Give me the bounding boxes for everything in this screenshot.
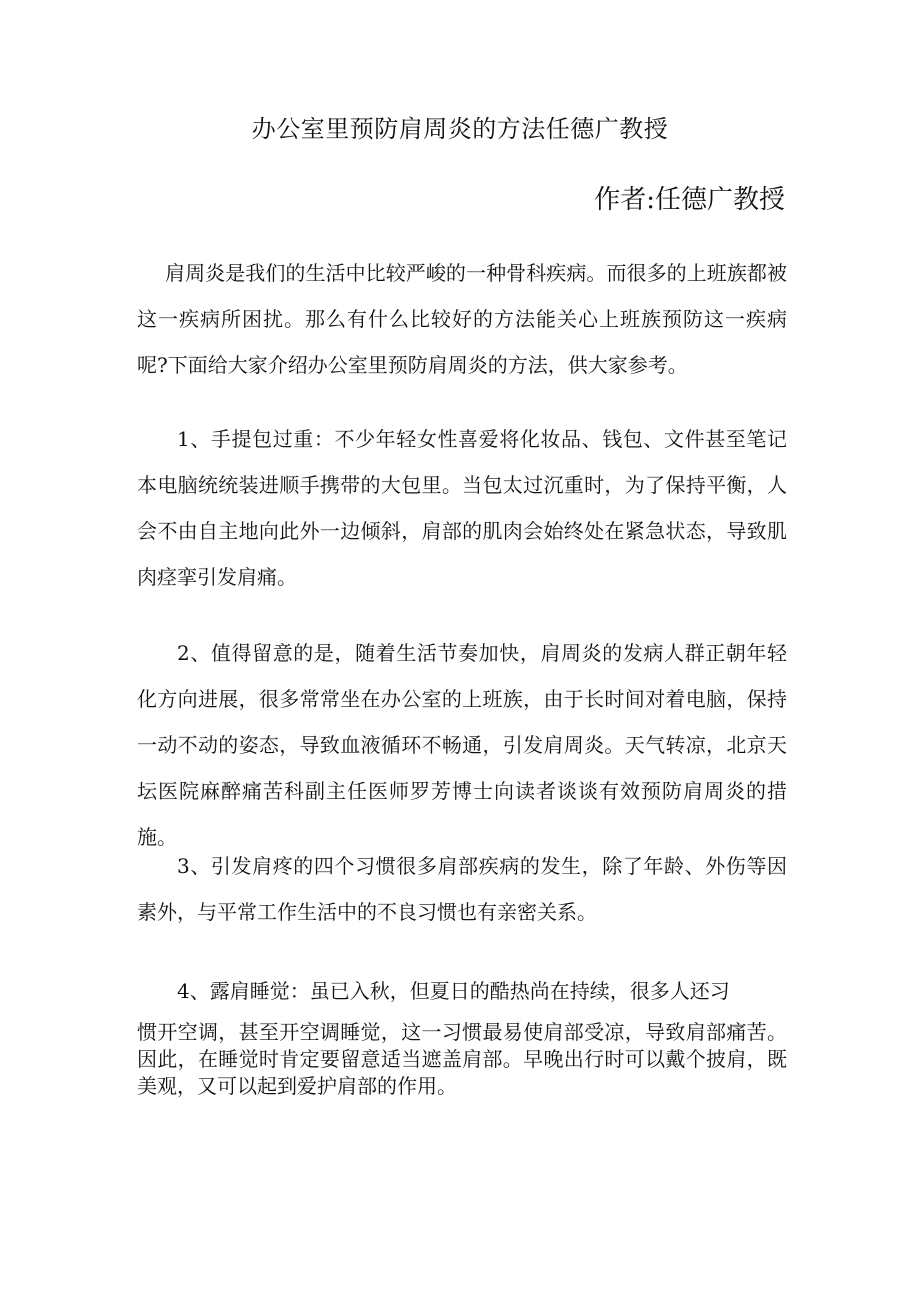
paragraph-item-4-lead: 4、露肩睡觉：虽已入秋，但夏日的酷热尚在持续，很多人还习: [177, 979, 730, 1003]
paragraph-item-1: 1、手提包过重：不少年轻女性喜爱将化妆品、钱包、文件甚至笔记本电脑统统装进顺手携带的大包里。当包太过沉重时，为了保持平衡，人会不由自主地向此外一边倾斜，肩部的肌肉会始终处在紧急状态，导致肌肉痉挛引发肩痛。: [137, 427, 787, 589]
paragraph-item-4-body: 惯开空调，甚至开空调睡觉，这一习惯最易使肩部受凉，导致肩部痛苦。因此，在睡觉时肯定要留意适当遮盖肩部。早晚出行时可以戴个披肩，既美观，又可以起到爱护肩部的作用。: [137, 1020, 787, 1098]
paragraph-item-3: 3、引发肩疼的四个习惯很多肩部疾病的发生，除了年龄、外伤等因素外，与平常工作生活中的不良习惯也有亲密关系。: [137, 854, 787, 924]
author-line: 作者:任德广教授: [594, 185, 785, 215]
document-title: 办公室里预防肩周炎的方法任德广教授: [251, 115, 669, 143]
paragraph-item-2: 2、值得留意的是，随着生活节奏加快，肩周炎的发病人群正朝年轻化方向进展，很多常常坐在办公室的上班族，由于长时间对着电脑，保持一动不动的姿态，导致血液循环不畅通，引发肩周炎。天气转凉，北京天坛医院麻醉痛苦科副主任医师罗芳博士向读者谈谈有效预防肩周炎的措施。: [137, 641, 787, 849]
intro-paragraph: 肩周炎是我们的生活中比较严峻的一种骨科疾病。而很多的上班族都被这一疾病所困扰。那么有什么比较好的方法能关心上班族预防这一疾病呢?下面给大家介绍办公室里预防肩周炎的方法，供大家参考。: [137, 261, 787, 377]
